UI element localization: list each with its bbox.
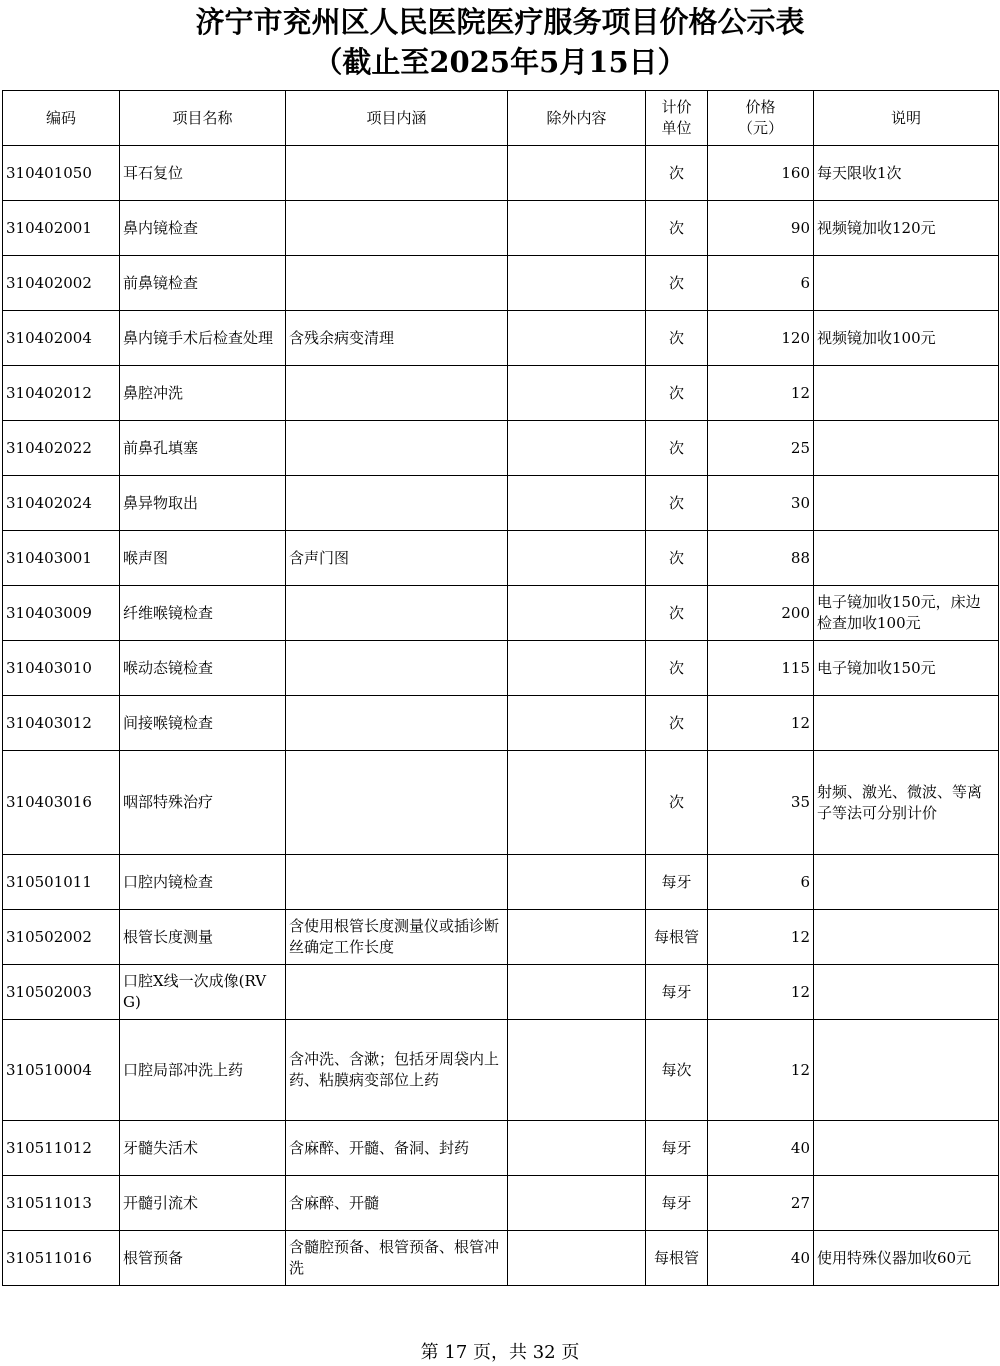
cell-exclusion bbox=[508, 201, 646, 256]
cell-unit: 每牙 bbox=[646, 1121, 708, 1176]
cell-note: 视频镜加收120元 bbox=[814, 201, 999, 256]
table-row bbox=[3, 476, 999, 531]
cell-content: 含麻醉、开髓 bbox=[286, 1176, 508, 1231]
cell-code: 310403010 bbox=[3, 641, 120, 696]
cell-name: 喉动态镜检查 bbox=[120, 641, 286, 696]
cell-unit: 每根管 bbox=[646, 910, 708, 965]
cell-code: 310402001 bbox=[3, 201, 120, 256]
cell-content: 含使用根管长度测量仪或插诊断丝确定工作长度 bbox=[286, 910, 508, 965]
header-code: 编码 bbox=[3, 91, 120, 146]
cell-price: 6 bbox=[708, 256, 814, 311]
cell-exclusion bbox=[508, 1231, 646, 1286]
table-row bbox=[3, 855, 999, 910]
table-row bbox=[3, 531, 999, 586]
table-row bbox=[3, 1231, 999, 1286]
cell-price: 12 bbox=[708, 1020, 814, 1121]
cell-name: 前鼻镜检查 bbox=[120, 256, 286, 311]
cell-price: 88 bbox=[708, 531, 814, 586]
cell-code: 310402024 bbox=[3, 476, 120, 531]
cell-content bbox=[286, 586, 508, 641]
cell-code: 310501011 bbox=[3, 855, 120, 910]
cell-content bbox=[286, 366, 508, 421]
cell-content: 含麻醉、开髓、备洞、封药 bbox=[286, 1121, 508, 1176]
header-exclusion: 除外内容 bbox=[508, 91, 646, 146]
cell-name: 鼻腔冲洗 bbox=[120, 366, 286, 421]
cell-unit: 每根管 bbox=[646, 1231, 708, 1286]
cell-unit: 次 bbox=[646, 146, 708, 201]
cell-exclusion bbox=[508, 910, 646, 965]
header-content: 项目内涵 bbox=[286, 91, 508, 146]
cell-exclusion bbox=[508, 586, 646, 641]
cell-note: 电子镜加收150元 bbox=[814, 641, 999, 696]
cell-name: 鼻内镜检查 bbox=[120, 201, 286, 256]
cell-note: 射频、激光、微波、等离子等法可分别计价 bbox=[814, 751, 999, 855]
cell-code: 310403012 bbox=[3, 696, 120, 751]
cell-unit: 次 bbox=[646, 256, 708, 311]
cell-code: 310403009 bbox=[3, 586, 120, 641]
cell-exclusion bbox=[508, 1121, 646, 1176]
cell-note bbox=[814, 965, 999, 1020]
table-row bbox=[3, 910, 999, 965]
cell-unit: 次 bbox=[646, 641, 708, 696]
cell-content: 含残余病变清理 bbox=[286, 311, 508, 366]
cell-code: 310511012 bbox=[3, 1121, 120, 1176]
cell-price: 6 bbox=[708, 855, 814, 910]
cell-code: 310511016 bbox=[3, 1231, 120, 1286]
cell-exclusion bbox=[508, 366, 646, 421]
cell-code: 310403016 bbox=[3, 751, 120, 855]
cell-content: 含声门图 bbox=[286, 531, 508, 586]
cell-price: 12 bbox=[708, 366, 814, 421]
cell-content bbox=[286, 965, 508, 1020]
table-row bbox=[3, 1176, 999, 1231]
cell-name: 鼻内镜手术后检查处理 bbox=[120, 311, 286, 366]
cell-exclusion bbox=[508, 1176, 646, 1231]
cell-note bbox=[814, 256, 999, 311]
cell-exclusion bbox=[508, 476, 646, 531]
cell-price: 12 bbox=[708, 965, 814, 1020]
cell-code: 310402012 bbox=[3, 366, 120, 421]
cell-unit: 次 bbox=[646, 586, 708, 641]
cell-price: 25 bbox=[708, 421, 814, 476]
table-row bbox=[3, 311, 999, 366]
cell-unit: 次 bbox=[646, 531, 708, 586]
cell-note bbox=[814, 1121, 999, 1176]
header-name: 项目名称 bbox=[120, 91, 286, 146]
cell-content bbox=[286, 751, 508, 855]
cell-name: 牙髓失活术 bbox=[120, 1121, 286, 1176]
cell-unit: 次 bbox=[646, 751, 708, 855]
cell-price: 27 bbox=[708, 1176, 814, 1231]
cell-name: 开髓引流术 bbox=[120, 1176, 286, 1231]
cell-price: 40 bbox=[708, 1121, 814, 1176]
cell-price: 35 bbox=[708, 751, 814, 855]
cell-content: 含髓腔预备、根管预备、根管冲洗 bbox=[286, 1231, 508, 1286]
cell-exclusion bbox=[508, 696, 646, 751]
cell-exclusion bbox=[508, 531, 646, 586]
cell-note bbox=[814, 476, 999, 531]
cell-price: 120 bbox=[708, 311, 814, 366]
table-row bbox=[3, 201, 999, 256]
cell-exclusion bbox=[508, 751, 646, 855]
cell-note: 每天限收1次 bbox=[814, 146, 999, 201]
header-row bbox=[3, 91, 999, 146]
cell-name: 根管长度测量 bbox=[120, 910, 286, 965]
cell-unit: 每牙 bbox=[646, 1176, 708, 1231]
cell-note bbox=[814, 531, 999, 586]
cell-price: 200 bbox=[708, 586, 814, 641]
cell-exclusion bbox=[508, 641, 646, 696]
table-row bbox=[3, 751, 999, 855]
table-row bbox=[3, 586, 999, 641]
cell-unit: 次 bbox=[646, 201, 708, 256]
cell-code: 310401050 bbox=[3, 146, 120, 201]
table-row bbox=[3, 965, 999, 1020]
cell-note bbox=[814, 421, 999, 476]
cell-exclusion bbox=[508, 146, 646, 201]
cell-content bbox=[286, 201, 508, 256]
cell-exclusion bbox=[508, 965, 646, 1020]
header-note: 说明 bbox=[814, 91, 999, 146]
page-number: 第 17 页，共 32 页 bbox=[420, 1342, 580, 1363]
table-row bbox=[3, 366, 999, 421]
cell-name: 耳石复位 bbox=[120, 146, 286, 201]
cell-code: 310502002 bbox=[3, 910, 120, 965]
header-unit: 计价 单位 bbox=[646, 91, 708, 146]
cell-name: 咽部特殊治疗 bbox=[120, 751, 286, 855]
cell-name: 间接喉镜检查 bbox=[120, 696, 286, 751]
table-row bbox=[3, 641, 999, 696]
cell-exclusion bbox=[508, 855, 646, 910]
cell-unit: 每次 bbox=[646, 1020, 708, 1121]
cell-exclusion bbox=[508, 256, 646, 311]
cell-note: 使用特殊仪器加收60元 bbox=[814, 1231, 999, 1286]
cell-price: 160 bbox=[708, 146, 814, 201]
cell-content bbox=[286, 696, 508, 751]
cell-price: 30 bbox=[708, 476, 814, 531]
cell-exclusion bbox=[508, 311, 646, 366]
cell-name: 鼻异物取出 bbox=[120, 476, 286, 531]
cell-unit: 次 bbox=[646, 696, 708, 751]
cell-content bbox=[286, 256, 508, 311]
cell-name: 喉声图 bbox=[120, 531, 286, 586]
table-row bbox=[3, 1020, 999, 1121]
cell-unit: 次 bbox=[646, 421, 708, 476]
cell-note bbox=[814, 1176, 999, 1231]
cell-note: 电子镜加收150元，床边检查加收100元 bbox=[814, 586, 999, 641]
cell-code: 310402022 bbox=[3, 421, 120, 476]
cell-code: 310511013 bbox=[3, 1176, 120, 1231]
cell-code: 310402004 bbox=[3, 311, 120, 366]
table-row bbox=[3, 256, 999, 311]
cell-price: 12 bbox=[708, 696, 814, 751]
cell-price: 115 bbox=[708, 641, 814, 696]
cell-name: 口腔X线一次成像(RVG) bbox=[120, 965, 286, 1020]
cell-content bbox=[286, 146, 508, 201]
cell-exclusion bbox=[508, 1020, 646, 1121]
cell-exclusion bbox=[508, 421, 646, 476]
cell-name: 口腔内镜检查 bbox=[120, 855, 286, 910]
cell-content bbox=[286, 855, 508, 910]
page-subtitle-date: （截止至2025年5月15日） bbox=[313, 45, 687, 79]
table-row bbox=[3, 696, 999, 751]
table-body bbox=[3, 146, 999, 1286]
cell-note bbox=[814, 910, 999, 965]
cell-code: 310510004 bbox=[3, 1020, 120, 1121]
cell-content bbox=[286, 421, 508, 476]
cell-note bbox=[814, 855, 999, 910]
cell-content: 含冲洗、含漱；包括牙周袋内上药、粘膜病变部位上药 bbox=[286, 1020, 508, 1121]
page-title: 济宁市兖州区人民医院医疗服务项目价格公示表 bbox=[195, 5, 805, 39]
cell-name: 口腔局部冲洗上药 bbox=[120, 1020, 286, 1121]
cell-code: 310402002 bbox=[3, 256, 120, 311]
table-row bbox=[3, 146, 999, 201]
cell-unit: 次 bbox=[646, 366, 708, 421]
cell-note bbox=[814, 696, 999, 751]
cell-code: 310502003 bbox=[3, 965, 120, 1020]
cell-note bbox=[814, 366, 999, 421]
cell-unit: 次 bbox=[646, 476, 708, 531]
cell-unit: 次 bbox=[646, 311, 708, 366]
header-price: 价格 （元） bbox=[708, 91, 814, 146]
cell-note: 视频镜加收100元 bbox=[814, 311, 999, 366]
cell-note bbox=[814, 1020, 999, 1121]
table-row bbox=[3, 421, 999, 476]
cell-content bbox=[286, 476, 508, 531]
cell-content bbox=[286, 641, 508, 696]
cell-price: 12 bbox=[708, 910, 814, 965]
cell-name: 根管预备 bbox=[120, 1231, 286, 1286]
cell-price: 40 bbox=[708, 1231, 814, 1286]
table-row bbox=[3, 1121, 999, 1176]
cell-name: 纤维喉镜检查 bbox=[120, 586, 286, 641]
table-header bbox=[3, 91, 999, 146]
cell-name: 前鼻孔填塞 bbox=[120, 421, 286, 476]
cell-unit: 每牙 bbox=[646, 855, 708, 910]
cell-code: 310403001 bbox=[3, 531, 120, 586]
cell-price: 90 bbox=[708, 201, 814, 256]
cell-unit: 每牙 bbox=[646, 965, 708, 1020]
price-table bbox=[2, 90, 999, 1286]
